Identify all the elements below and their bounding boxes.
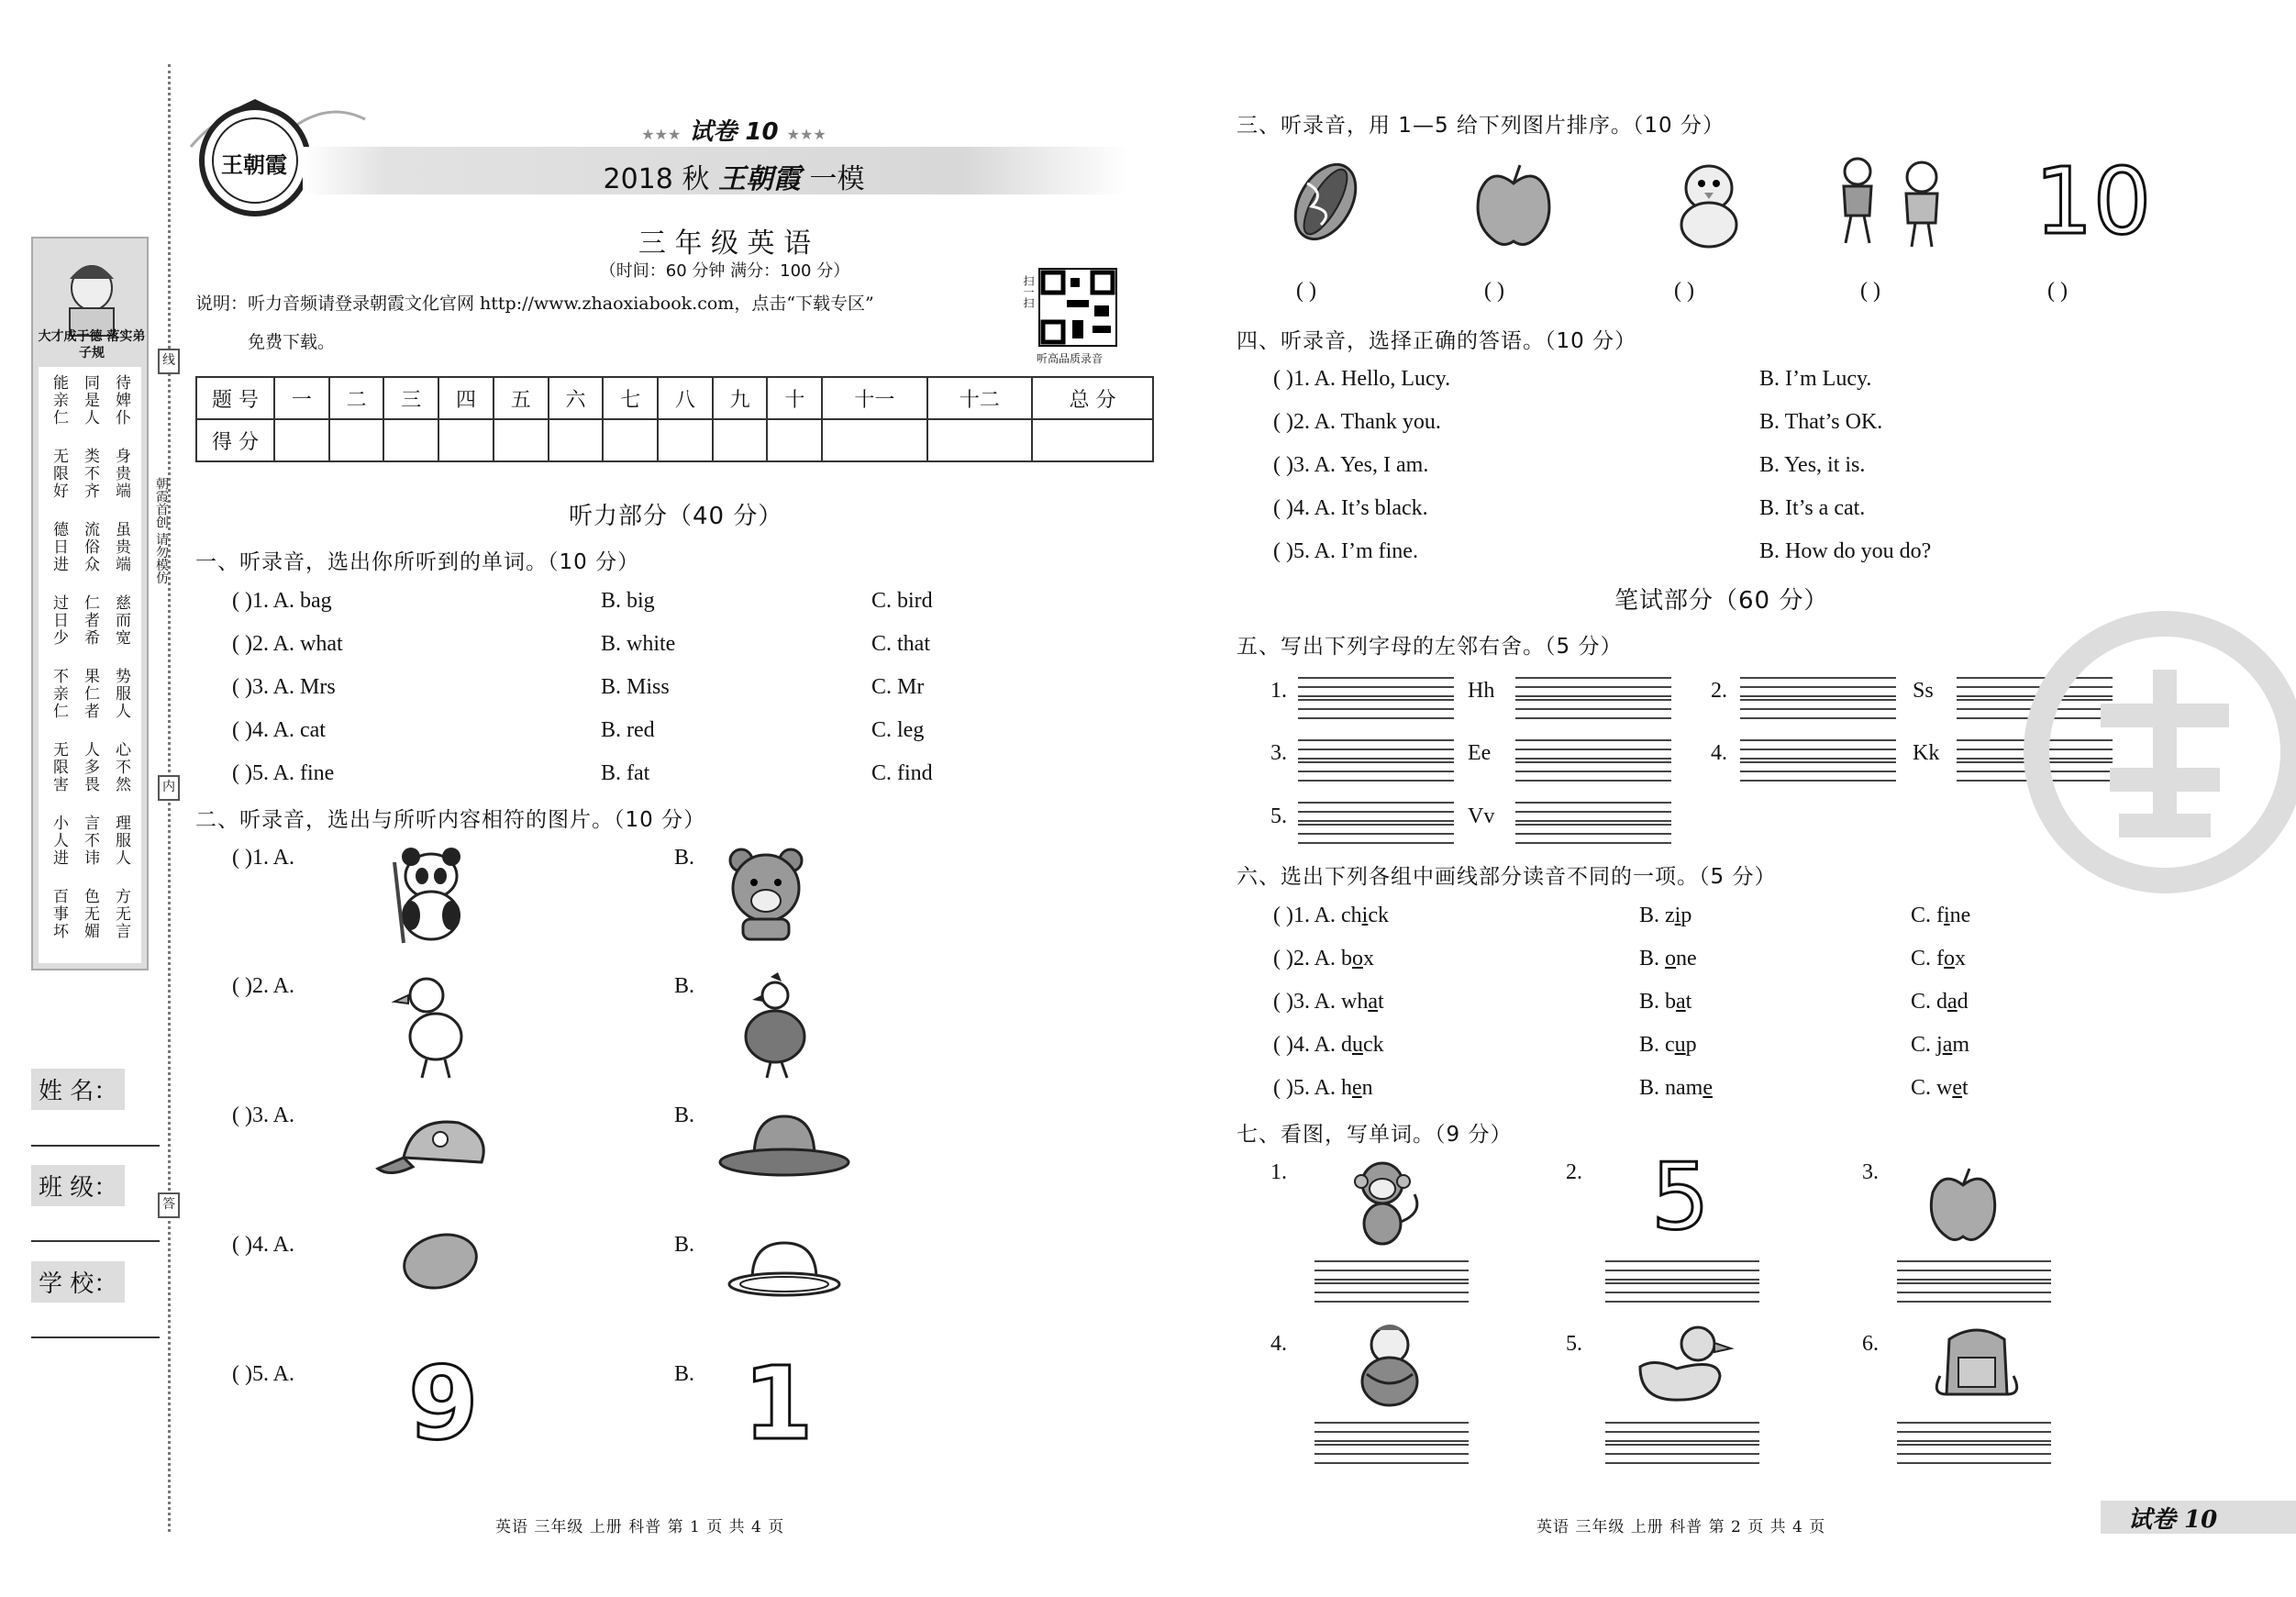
letter-item-5: 5. bbox=[1270, 804, 1287, 828]
motto-column: 慈而宽 bbox=[112, 594, 130, 647]
score-cell[interactable] bbox=[1032, 419, 1153, 461]
letter-item-3: 3. bbox=[1270, 741, 1287, 765]
sec1-item-2[interactable]: ( )2. A. what bbox=[232, 632, 343, 656]
motto-column: 德日进 bbox=[50, 521, 68, 573]
page-title: 三 年 级 英 语 bbox=[638, 227, 812, 260]
sec4-item-2-b[interactable]: B. That’s OK. bbox=[1759, 410, 1883, 434]
score-col: 四 bbox=[438, 377, 494, 419]
sec6-b-underlined: e bbox=[1703, 1076, 1713, 1100]
sec3-title: 三、听录音，用 1—5 给下列图片排序。（10 分） bbox=[1237, 114, 1725, 138]
sec5-title: 五、写出下列字母的左邻右舍。（5 分） bbox=[1237, 635, 1623, 659]
pic-item-5: 5. bbox=[1566, 1332, 1582, 1356]
sec6-a-pre: wh bbox=[1341, 990, 1369, 1014]
sec4-item-4[interactable]: ( )4. A. It’s black. bbox=[1273, 496, 1428, 520]
sec6-item-1-b[interactable] bbox=[1639, 904, 1691, 928]
class-label: 班 级： bbox=[31, 1165, 125, 1206]
monkey-icon bbox=[1341, 1158, 1424, 1249]
hat-icon bbox=[715, 1112, 853, 1185]
sec4-item-1-b[interactable]: B. I’m Lucy. bbox=[1759, 367, 1872, 391]
score-cell[interactable] bbox=[383, 419, 438, 461]
sec6-c-post: m bbox=[1952, 1033, 1970, 1057]
sec2-item-5-b[interactable]: B. bbox=[674, 1362, 695, 1386]
motto-body bbox=[39, 367, 141, 963]
motto-column: 言不讳 bbox=[81, 815, 99, 867]
word-writing-line[interactable] bbox=[1314, 1282, 1469, 1303]
bag-icon bbox=[1926, 1321, 2027, 1403]
letter-writing-line[interactable] bbox=[1298, 739, 1454, 760]
letter-ss: Ss bbox=[1913, 679, 1934, 703]
sec6-item-3[interactable] bbox=[1273, 990, 1384, 1015]
sec4-item-1[interactable]: ( )1. A. Hello, Lucy. bbox=[1273, 367, 1451, 391]
panda-icon bbox=[376, 844, 477, 945]
sec1-item-2-c[interactable]: C. that bbox=[871, 632, 930, 656]
sec6-a-post: ck bbox=[1363, 1033, 1384, 1057]
sec6-b-post: p bbox=[1685, 1033, 1697, 1057]
duck-icon bbox=[394, 972, 477, 1082]
sec6-a-post: t bbox=[1378, 990, 1384, 1014]
order-blank-4[interactable]: ( ) bbox=[1860, 279, 1880, 303]
letter-writing-line[interactable] bbox=[1515, 802, 1671, 822]
sec4-item-5-b[interactable]: B. How do you do? bbox=[1759, 539, 1932, 563]
sec6-item-5[interactable] bbox=[1273, 1076, 1373, 1101]
sec6-c-pre: C. w bbox=[1911, 1076, 1953, 1100]
word-writing-line[interactable] bbox=[1897, 1260, 2051, 1281]
score-cell[interactable] bbox=[549, 419, 604, 461]
logo-text: 王朝霞 bbox=[221, 151, 287, 178]
letter-writing-line[interactable] bbox=[1740, 677, 1896, 697]
sec6-prefix: ( )1. A. bbox=[1273, 904, 1341, 927]
apple-icon bbox=[1926, 1165, 2000, 1248]
letter-ee: Ee bbox=[1468, 741, 1492, 765]
pic-item-3: 3. bbox=[1862, 1160, 1879, 1184]
sec6-item-1-c[interactable] bbox=[1911, 904, 1970, 928]
word-writing-line[interactable] bbox=[1314, 1260, 1469, 1281]
sec6-a-underlined: e bbox=[1352, 1076, 1362, 1100]
pic-item-1: 1. bbox=[1270, 1160, 1287, 1184]
sec6-c-underlined: e bbox=[1952, 1076, 1962, 1100]
footer-left: 英语 三年级 上册 科普 第 1 页 共 4 页 bbox=[495, 1518, 785, 1536]
letter-writing-line[interactable] bbox=[1515, 761, 1671, 782]
score-cell[interactable] bbox=[274, 419, 329, 461]
sec6-item-3-c[interactable] bbox=[1911, 990, 1969, 1015]
sec6-a-pre: h bbox=[1341, 1076, 1352, 1100]
sec1-item-1-b[interactable]: B. big bbox=[601, 589, 655, 613]
score-col: 八 bbox=[658, 377, 713, 419]
side-mark-3: 答 bbox=[158, 1192, 180, 1218]
motto-column: 仁者希 bbox=[81, 594, 99, 647]
motto-panel bbox=[31, 237, 149, 970]
motto-column: 心不然 bbox=[112, 741, 130, 793]
note-line-1: 说明：听力音频请登录朝霞文化官网 http://www.zhaoxiabook.com，点击“下载专区” bbox=[195, 294, 874, 314]
sec6-b-post: t bbox=[1685, 990, 1692, 1014]
score-cell[interactable] bbox=[713, 419, 768, 461]
letter-writing-line[interactable] bbox=[1515, 677, 1671, 697]
sec6-a-pre: d bbox=[1341, 1033, 1352, 1057]
order-blank-3[interactable]: ( ) bbox=[1674, 279, 1694, 303]
sec6-b-pre: B. z bbox=[1639, 904, 1675, 927]
sec6-b-pre: B. bbox=[1639, 947, 1666, 970]
score-col: 总 分 bbox=[1032, 377, 1153, 419]
qr-caption: 听高品质录音 bbox=[1037, 352, 1104, 365]
sec6-b-underlined: u bbox=[1674, 1033, 1686, 1057]
score-cell[interactable] bbox=[603, 419, 658, 461]
name-line[interactable] bbox=[31, 1145, 160, 1147]
motto-column: 方无言 bbox=[112, 888, 130, 940]
cap-icon bbox=[376, 1112, 495, 1185]
motto-column: 果仁者 bbox=[81, 668, 99, 720]
school-line[interactable] bbox=[31, 1336, 160, 1338]
letter-writing-line[interactable] bbox=[1740, 699, 1896, 719]
letter-writing-line[interactable] bbox=[1515, 699, 1671, 719]
sec1-item-4-b[interactable]: B. red bbox=[601, 718, 655, 742]
score-table bbox=[195, 376, 1154, 462]
letter-item-1: 1. bbox=[1270, 679, 1287, 703]
sec6-c-post: x bbox=[1955, 947, 1966, 970]
motto-column: 同是人 bbox=[81, 374, 99, 427]
score-col: 七 bbox=[603, 377, 658, 419]
time-info: （时间：60 分钟 满分：100 分） bbox=[599, 261, 850, 281]
writing-title: 笔试部分（60 分） bbox=[1614, 587, 1829, 615]
sec6-a-pre: ch bbox=[1341, 904, 1362, 927]
word-writing-line[interactable] bbox=[1897, 1282, 2051, 1303]
exam-badge: ★★★ 试卷 10 ★★★ bbox=[641, 118, 826, 146]
sec6-b-post: ne bbox=[1676, 947, 1697, 970]
footer-right: 英语 三年级 上册 科普 第 2 页 共 4 页 bbox=[1536, 1518, 1826, 1536]
sec2-item-4-b[interactable]: B. bbox=[674, 1233, 695, 1257]
score-cell[interactable] bbox=[822, 419, 926, 461]
sec1-item-5-c[interactable]: C. find bbox=[871, 761, 933, 785]
sec6-c-pre: C. d bbox=[1911, 990, 1948, 1014]
exam-series: 2018 秋 王朝霞 一模 bbox=[603, 163, 865, 195]
sec1-item-4-c[interactable]: C. leg bbox=[871, 718, 925, 742]
sec1-title: 一、听录音，选出你所听到的单词。（10 分） bbox=[195, 550, 640, 574]
vertical-note: 朝霞首创 请勿模仿 bbox=[154, 477, 169, 584]
sec6-prefix: ( )3. A. bbox=[1273, 990, 1341, 1014]
letter-writing-line[interactable] bbox=[1298, 761, 1454, 782]
motto-column: 不亲仁 bbox=[50, 668, 68, 720]
word-writing-line[interactable] bbox=[1897, 1444, 2051, 1464]
sec7-title: 七、看图，写单词。（9 分） bbox=[1237, 1123, 1513, 1147]
motto-column: 无限害 bbox=[50, 741, 68, 793]
motto-column: 虽贵端 bbox=[112, 521, 130, 573]
qr-scan-label: 扫一扫 bbox=[1022, 275, 1035, 308]
sec4-item-2[interactable]: ( )2. A. Thank you. bbox=[1273, 410, 1441, 434]
sec6-b-underlined: o bbox=[1665, 947, 1677, 970]
sec6-item-5-c[interactable] bbox=[1911, 1076, 1969, 1101]
sec2-item-2-b[interactable]: B. bbox=[674, 974, 695, 998]
sec6-c-underlined: a bbox=[1942, 1033, 1953, 1057]
score-cell[interactable] bbox=[329, 419, 384, 461]
sec2-item-3[interactable]: ( )3. A. bbox=[232, 1103, 294, 1127]
letter-writing-line[interactable] bbox=[1740, 739, 1896, 760]
five-icon: 5 bbox=[1651, 1143, 1710, 1250]
score-col: 十 bbox=[767, 377, 822, 419]
letter-writing-line[interactable] bbox=[1298, 802, 1454, 822]
motto-column: 类不齐 bbox=[81, 448, 99, 500]
letter-writing-line[interactable] bbox=[1298, 824, 1454, 844]
sec6-a-pre: b bbox=[1341, 947, 1352, 970]
sec1-item-1[interactable]: ( )1. A. bag bbox=[232, 589, 332, 613]
sec1-item-3[interactable]: ( )3. A. Mrs bbox=[232, 675, 336, 699]
score-col: 九 bbox=[713, 377, 768, 419]
sec6-a-post: n bbox=[1361, 1076, 1373, 1100]
sec6-title: 六、选出下列各组中画线部分读音不同的一项。（5 分） bbox=[1237, 865, 1777, 889]
sec4-item-3[interactable]: ( )3. A. Yes, I am. bbox=[1273, 453, 1429, 477]
sec6-c-post: t bbox=[1962, 1076, 1969, 1100]
score-cell[interactable] bbox=[658, 419, 713, 461]
sec6-prefix: ( )5. A. bbox=[1273, 1076, 1341, 1100]
sec6-a-post: ck bbox=[1368, 904, 1389, 927]
sec6-b-pre: B. b bbox=[1639, 990, 1677, 1014]
bear-icon bbox=[715, 844, 816, 945]
motto-column: 色无媚 bbox=[81, 888, 99, 940]
letter-writing-line[interactable] bbox=[1298, 699, 1454, 719]
listening-title: 听力部分（40 分） bbox=[569, 503, 783, 530]
pic-item-2: 2. bbox=[1566, 1160, 1582, 1184]
one-icon: 1 bbox=[743, 1345, 814, 1462]
letter-writing-line[interactable] bbox=[1740, 761, 1896, 782]
sec4-item-5[interactable]: ( )5. A. I’m fine. bbox=[1273, 539, 1418, 563]
letter-hh: Hh bbox=[1468, 679, 1495, 703]
order-blank-2[interactable]: ( ) bbox=[1484, 279, 1504, 303]
sec2-item-1[interactable]: ( )1. A. bbox=[232, 846, 294, 870]
sec4-item-4-b[interactable]: B. It’s a cat. bbox=[1759, 496, 1866, 520]
sec1-item-1-c[interactable]: C. bird bbox=[871, 589, 933, 613]
sec6-c-pre: C. f bbox=[1911, 947, 1944, 970]
sec4-item-3-b[interactable]: B. Yes, it is. bbox=[1759, 453, 1866, 477]
sec1-item-5-b[interactable]: B. fat bbox=[601, 761, 650, 785]
motto-column: 人多畏 bbox=[81, 741, 99, 793]
motto-column: 理服人 bbox=[112, 815, 130, 867]
sec6-a-post: x bbox=[1363, 947, 1374, 970]
hen-icon bbox=[734, 972, 816, 1082]
sec6-prefix: ( )2. A. bbox=[1273, 947, 1341, 970]
hotdog-icon bbox=[1280, 156, 1371, 248]
side-mark-1: 线 bbox=[158, 349, 180, 374]
word-writing-line[interactable] bbox=[1605, 1282, 1759, 1303]
pic-item-4: 4. bbox=[1270, 1332, 1287, 1356]
sec6-c-underlined: i bbox=[1944, 904, 1950, 927]
motto-column: 流俗众 bbox=[81, 521, 99, 573]
score-col: 三 bbox=[383, 377, 438, 419]
sec6-b-underlined: i bbox=[1674, 904, 1681, 927]
word-writing-line[interactable] bbox=[1314, 1422, 1469, 1442]
sec6-b-underlined: a bbox=[1676, 990, 1686, 1014]
motto-column: 待婢仆 bbox=[112, 374, 130, 427]
letter-item-4: 4. bbox=[1711, 741, 1727, 765]
egg-icon bbox=[399, 1229, 482, 1293]
motto-column: 过日少 bbox=[50, 594, 68, 647]
motto-column: 小人进 bbox=[50, 815, 68, 867]
word-writing-line[interactable] bbox=[1314, 1444, 1469, 1464]
score-cell[interactable] bbox=[927, 419, 1032, 461]
motto-column: 势服人 bbox=[112, 668, 130, 720]
score-row1-label: 题 号 bbox=[196, 377, 274, 419]
note-line-2: 免费下载。 bbox=[248, 332, 336, 352]
sec6-b-pre: B. c bbox=[1639, 1033, 1675, 1057]
sec2-item-4[interactable]: ( )4. A. bbox=[232, 1233, 294, 1257]
sec6-item-4[interactable] bbox=[1273, 1033, 1384, 1058]
motto-column: 百事坏 bbox=[50, 888, 68, 940]
sec6-item-4-c[interactable] bbox=[1911, 1033, 1969, 1058]
name-label: 姓 名： bbox=[31, 1069, 125, 1110]
sec6-a-underlined: a bbox=[1368, 990, 1378, 1014]
sec6-a-underlined: u bbox=[1352, 1033, 1363, 1057]
score-cell[interactable] bbox=[438, 419, 494, 461]
sec2-item-3-b[interactable]: B. bbox=[674, 1103, 695, 1127]
sec2-item-2[interactable]: ( )2. A. bbox=[232, 974, 294, 998]
sec6-item-3-b[interactable] bbox=[1639, 990, 1691, 1015]
sec6-item-1[interactable] bbox=[1273, 904, 1389, 928]
sec6-a-underlined: o bbox=[1352, 947, 1363, 970]
nine-icon: 9 bbox=[408, 1345, 479, 1462]
order-blank-1[interactable]: ( ) bbox=[1296, 279, 1316, 303]
ten-icon: 10 bbox=[2035, 148, 2152, 255]
letter-item-2: 2. bbox=[1711, 679, 1727, 703]
word-writing-line[interactable] bbox=[1897, 1422, 2051, 1442]
motto-heading: 大才成于德 落实弟子规 bbox=[38, 329, 146, 360]
word-writing-line[interactable] bbox=[1605, 1260, 1759, 1281]
apple-icon bbox=[1472, 161, 1555, 252]
letter-kk: Kk bbox=[1913, 741, 1940, 765]
sec1-item-2-b[interactable]: B. white bbox=[601, 632, 676, 656]
sec6-b-post: p bbox=[1680, 904, 1692, 927]
sec6-c-underlined: a bbox=[1947, 990, 1958, 1014]
letter-writing-line[interactable] bbox=[1515, 824, 1671, 844]
footer-badge: 试卷 10 bbox=[2128, 1506, 2218, 1534]
baby-icon bbox=[1348, 1319, 1431, 1411]
word-writing-line[interactable] bbox=[1605, 1444, 1759, 1464]
score-col: 一 bbox=[274, 377, 329, 419]
sec6-c-pre: C. j bbox=[1911, 1033, 1943, 1057]
sec1-item-4[interactable]: ( )4. A. cat bbox=[232, 718, 326, 742]
sec1-item-3-c[interactable]: C. Mr bbox=[871, 675, 925, 699]
motto-column: 能亲仁 bbox=[50, 374, 68, 427]
sec6-c-pre: C. f bbox=[1911, 904, 1944, 927]
sec6-c-post: ne bbox=[1949, 904, 1971, 927]
sec6-prefix: ( )4. A. bbox=[1273, 1033, 1341, 1057]
qr-code-icon[interactable] bbox=[1039, 269, 1116, 346]
sec6-item-4-b[interactable] bbox=[1639, 1033, 1697, 1058]
sec6-item-5-b[interactable] bbox=[1639, 1076, 1713, 1101]
seal-watermark bbox=[2027, 615, 2266, 890]
sec4-title: 四、听录音，选择正确的答语。（10 分） bbox=[1237, 329, 1637, 353]
pic-item-6: 6. bbox=[1862, 1332, 1879, 1356]
sec6-c-underlined: o bbox=[1944, 947, 1955, 970]
plate-icon bbox=[725, 1238, 844, 1312]
score-col: 五 bbox=[494, 377, 549, 419]
sec6-item-2[interactable] bbox=[1273, 947, 1374, 971]
school-label: 学 校： bbox=[31, 1261, 125, 1303]
score-col: 二 bbox=[329, 377, 384, 419]
sec2-item-1-b[interactable]: B. bbox=[674, 846, 695, 870]
letter-vv: Vv bbox=[1468, 804, 1495, 828]
motto-column: 身贵端 bbox=[112, 448, 130, 500]
boys-icon bbox=[1825, 151, 1963, 252]
letter-writing-line[interactable] bbox=[1298, 677, 1454, 697]
score-col: 六 bbox=[549, 377, 604, 419]
motto-column: 无限好 bbox=[50, 448, 68, 500]
score-header-row bbox=[196, 377, 1153, 419]
order-blank-5[interactable]: ( ) bbox=[2047, 279, 2068, 303]
sec1-item-5[interactable]: ( )5. A. fine bbox=[232, 761, 335, 785]
sec2-item-5[interactable]: ( )5. A. bbox=[232, 1362, 294, 1386]
score-cell[interactable] bbox=[767, 419, 822, 461]
chick-icon bbox=[1668, 151, 1750, 252]
sec6-a-underlined: i bbox=[1361, 904, 1369, 927]
score-col: 十二 bbox=[927, 377, 1032, 419]
word-writing-line[interactable] bbox=[1605, 1422, 1759, 1442]
sec6-item-2-c[interactable] bbox=[1911, 947, 1966, 971]
letter-writing-line[interactable] bbox=[1515, 739, 1671, 760]
score-row2-label: 得 分 bbox=[196, 419, 274, 461]
sec6-c-post: d bbox=[1957, 990, 1969, 1014]
sec2-title: 二、听录音，选出与所听内容相符的图片。（10 分） bbox=[195, 808, 706, 832]
duck-icon bbox=[1636, 1321, 1736, 1403]
sec6-b-pre: B. nam bbox=[1639, 1076, 1703, 1100]
class-line[interactable] bbox=[31, 1240, 160, 1242]
sec1-item-3-b[interactable]: B. Miss bbox=[601, 675, 670, 699]
score-col: 十一 bbox=[822, 377, 926, 419]
side-mark-2: 内 bbox=[158, 775, 180, 801]
score-cell[interactable] bbox=[494, 419, 549, 461]
score-value-row bbox=[196, 419, 1153, 461]
sec6-item-2-b[interactable] bbox=[1639, 947, 1697, 971]
